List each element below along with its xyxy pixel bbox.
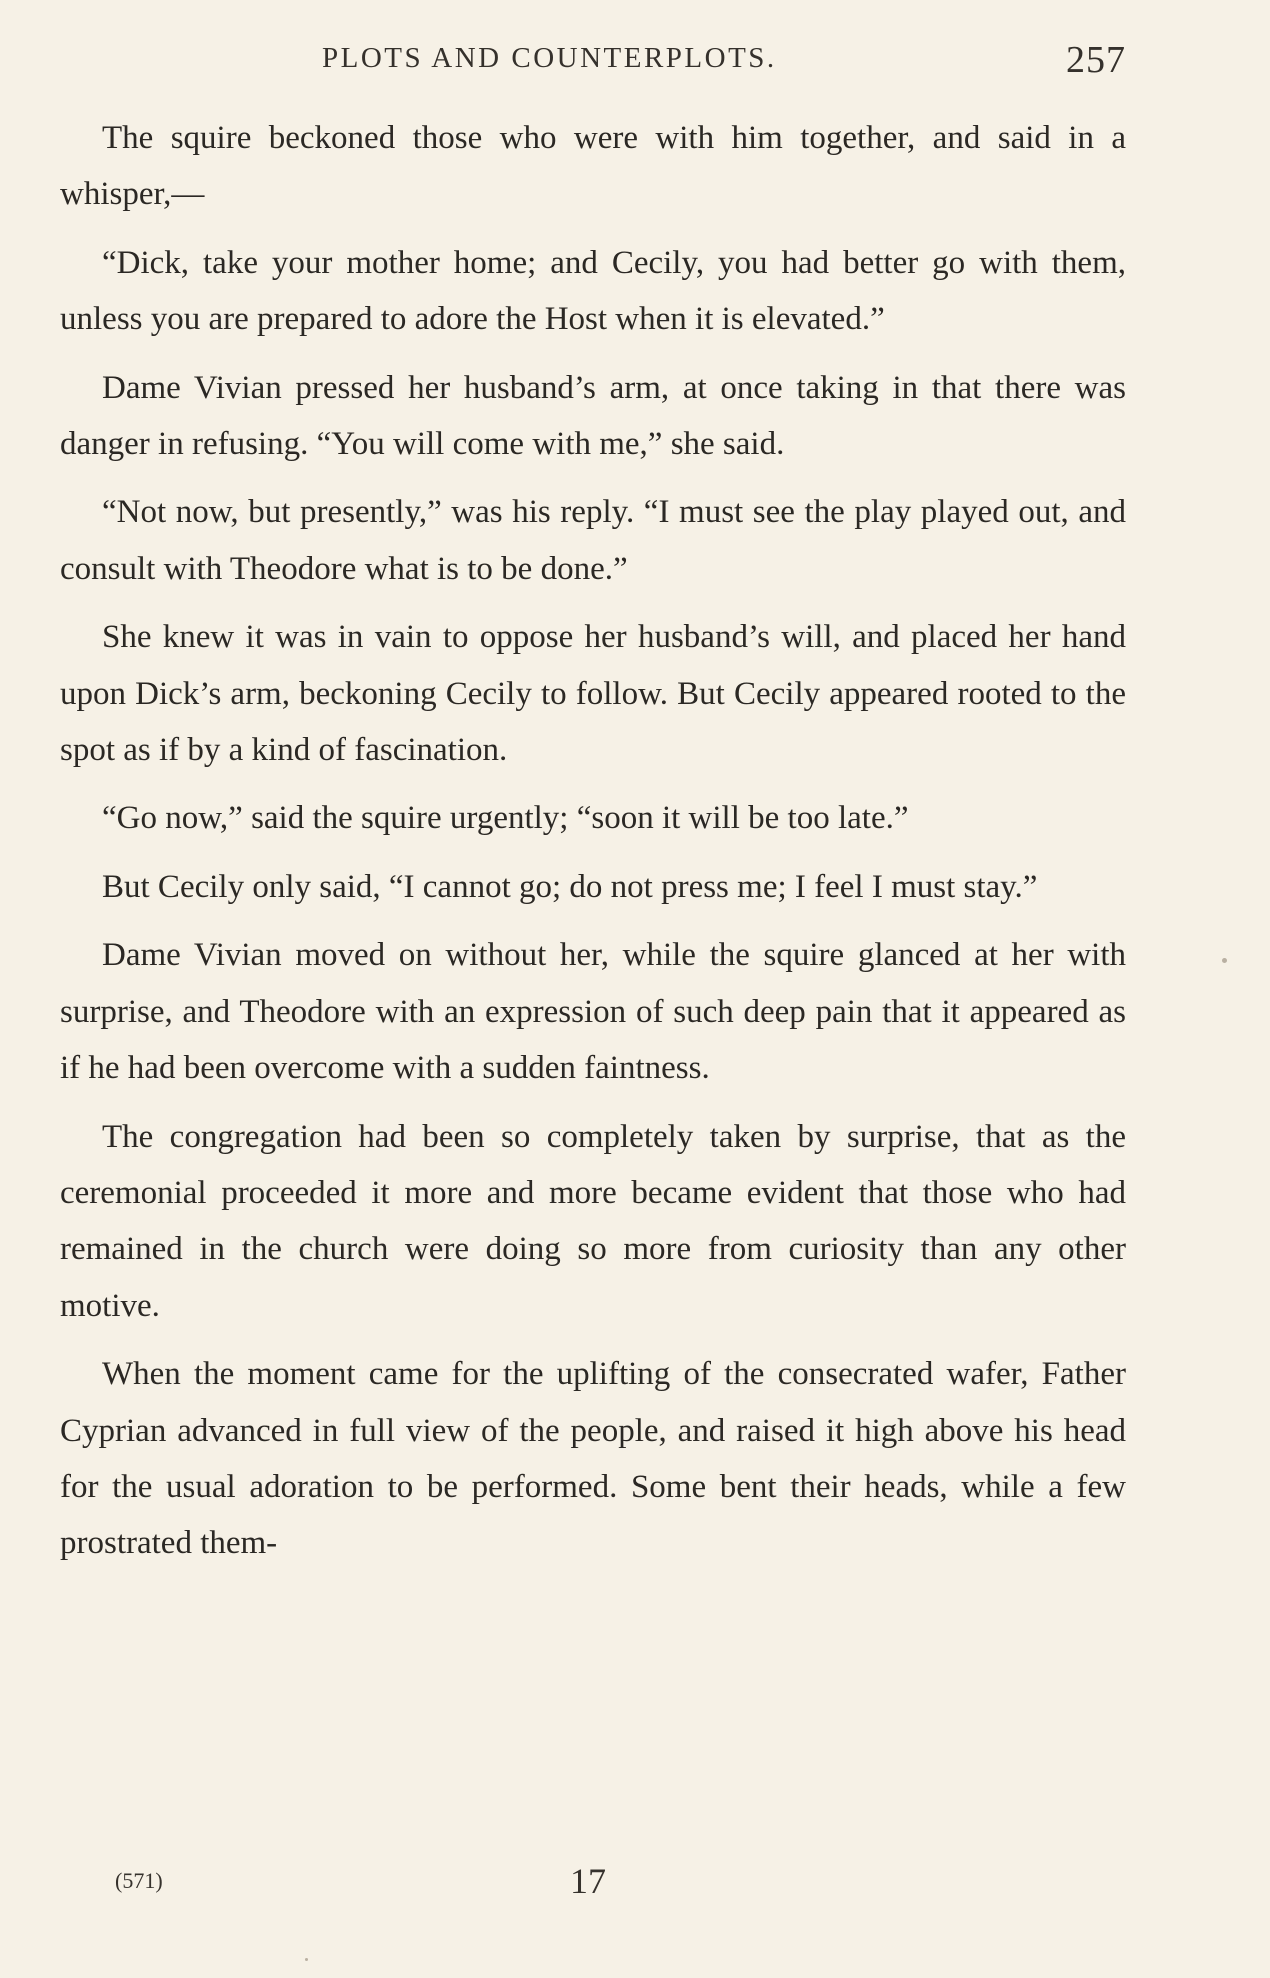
body-text <box>60 110 1126 1584</box>
folio-number: 17 <box>570 1861 606 1901</box>
paragraph: But Cecily only said, “I cannot go; do not press me; I feel I must stay.” <box>102 868 1038 905</box>
paragraph: Dame Vivian moved on without her, while the squire glanced at her with surprise, and Theodore with an expression of such deep pain that it appeared as if he had been overcome with a sudden faintness. <box>60 937 1126 1087</box>
paragraph: When the moment came for the uplifting of the consecrated wafer, Father Cyprian advanced in full view of the people, and raised it high above his head for the usual adoration to be performed. Some bent their heads, while a few prostrated them- <box>60 1356 1126 1562</box>
paper-speck <box>1222 958 1227 963</box>
page-footer <box>60 1860 1126 1920</box>
paragraph: The squire beckoned those who were with him together, and said in a whisper,— <box>60 120 1126 213</box>
paragraph: “Dick, take your mother home; and Cecily, you had better go with them, unless you are prepared to adore the Host when it is elevated.” <box>60 244 1126 338</box>
page-number: 257 <box>1066 39 1126 81</box>
paragraph: Dame Vivian pressed her husband’s arm, at once taking in that there was danger in refusing. “You will come with me,” she said. <box>60 369 1126 463</box>
paragraph: She knew it was in vain to oppose her husband’s will, and placed her hand upon Dick’s arm, beckoning Cecily to follow. But Cecily appeared rooted to the spot as if by a kind of fascination. <box>60 619 1126 769</box>
paragraph: The congregation had been so completely taken by surprise, that as the ceremonial proceeded it more and more became evident that those who had remained in the church were doing so more from curiosity than any other motive. <box>60 1118 1126 1324</box>
running-head <box>60 38 1126 88</box>
paragraph: “Go now,” said the squire urgently; “soon it will be too late.” <box>102 800 909 837</box>
paragraph: “Not now, but presently,” was his reply. “I must see the play played out, and consult with Theodore what is to be done.” <box>60 494 1126 587</box>
signature-mark: (571) <box>115 1868 163 1893</box>
running-head-title: PLOTS AND COUNTERPLOTS. <box>322 42 777 74</box>
paper-speck <box>305 1958 308 1961</box>
